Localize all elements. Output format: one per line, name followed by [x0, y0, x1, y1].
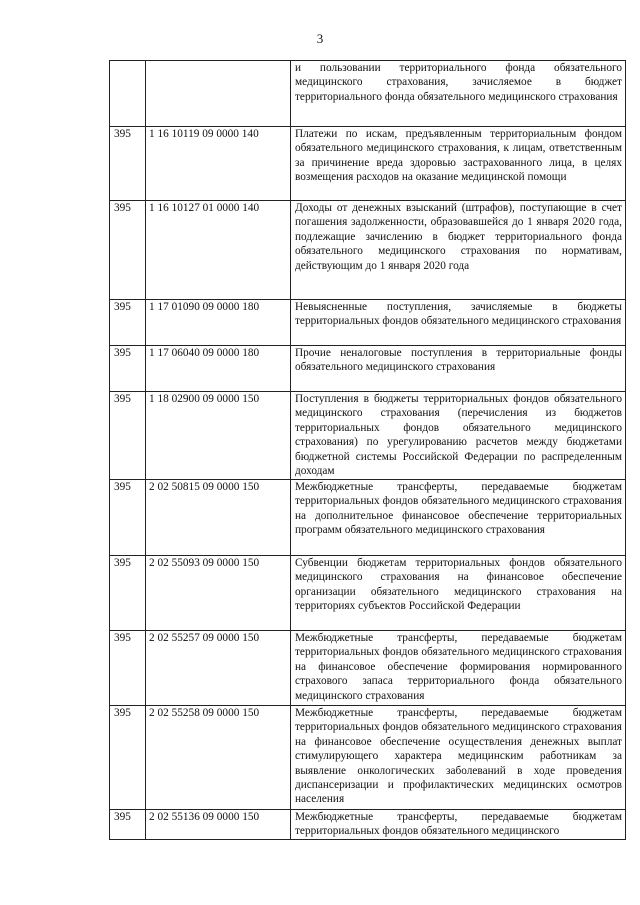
admin-code-cell: 395 [110, 201, 146, 300]
table-row [110, 810, 626, 840]
income-description-cell: Платежи по искам, предъявленным территориальным фондом обязательного медицинского страхования, к лицам, ответственным за причинение вреда здоровью застрахованного лица, в целях возмещения расходов на оказание медицинской помощи [291, 127, 626, 201]
table-row [110, 127, 626, 201]
admin-code-cell: 395 [110, 810, 146, 840]
budget-classification-code-cell: 1 16 10127 01 0000 140 [146, 201, 291, 300]
admin-code-cell: 395 [110, 556, 146, 631]
admin-code-cell: 395 [110, 300, 146, 346]
budget-classification-code-cell: 1 17 01090 09 0000 180 [146, 300, 291, 346]
income-description-cell: Невыясненные поступления, зачисляемые в бюджеты территориальных фондов обязательного медицинского страхования [291, 300, 626, 346]
page-number: 3 [316, 31, 324, 46]
table-row [110, 556, 626, 631]
table-row [110, 631, 626, 706]
admin-code-cell: 395 [110, 346, 146, 392]
table-row [110, 480, 626, 556]
income-description-cell: и пользовании территориального фонда обязательного медицинского страхования, зачисляемое в бюджет территориального фонда обязательного медицинского страхования [291, 61, 626, 127]
table-row [110, 61, 626, 127]
table-row [110, 346, 626, 392]
income-description-cell: Межбюджетные трансферты, передаваемые бюджетам территориальных фондов обязательного медицинского [291, 810, 626, 840]
admin-code-cell: 395 [110, 706, 146, 810]
budget-classification-code-cell: 1 16 10119 09 0000 140 [146, 127, 291, 201]
income-description-cell: Межбюджетные трансферты, передаваемые бюджетам территориальных фондов обязательного медицинского страхования на финансовое обеспечение формирования нормированного страхового запаса территориального фонда обязательного медицинского страхования [291, 631, 626, 706]
admin-code-cell: 395 [110, 480, 146, 556]
budget-classification-code-cell [146, 61, 291, 127]
income-description-cell: Прочие неналоговые поступления в территориальные фонды обязательного медицинского страхования [291, 346, 626, 392]
table-row [110, 706, 626, 810]
table-row [110, 201, 626, 300]
income-description-cell: Доходы от денежных взысканий (штрафов), поступающие в счет погашения задолженности, образовавшейся до 1 января 2020 года, подлежащие зачислению в бюджет территориального фонда обязательного медицинского страхования по нормативам, действующим до 1 января 2020 года [291, 201, 626, 300]
income-description-cell: Межбюджетные трансферты, передаваемые бюджетам территориальных фондов обязательного медицинского страхования на дополнительное финансовое обеспечение территориальных программ обязательного медицинского страхования [291, 480, 626, 556]
income-description-cell: Поступления в бюджеты территориальных фондов обязательного медицинского страхования (перечисления из бюджетов территориальных фондов обязательного медицинского страхования) по урегулированию расчетов между бюджетами бюджетной системы Российской Федерации по распределенным доходам [291, 392, 626, 480]
table-row [110, 392, 626, 480]
budget-classification-code-cell: 2 02 55136 09 0000 150 [146, 810, 291, 840]
admin-code-cell: 395 [110, 127, 146, 201]
table-row [110, 300, 626, 346]
admin-code-cell [110, 61, 146, 127]
admin-code-cell: 395 [110, 392, 146, 480]
budget-classification-code-cell: 1 18 02900 09 0000 150 [146, 392, 291, 480]
budget-classification-code-cell: 2 02 55258 09 0000 150 [146, 706, 291, 810]
budget-classification-code-cell: 2 02 50815 09 0000 150 [146, 480, 291, 556]
admin-code-cell: 395 [110, 631, 146, 706]
budget-classification-code-cell: 1 17 06040 09 0000 180 [146, 346, 291, 392]
income-description-cell: Субвенции бюджетам территориальных фондов обязательного медицинского страхования на финансовое обеспечение организации обязательного медицинского страхования на территориях субъектов Российской Федерации [291, 556, 626, 631]
budget-classification-code-cell: 2 02 55257 09 0000 150 [146, 631, 291, 706]
income-description-cell: Межбюджетные трансферты, передаваемые бюджетам территориальных фондов обязательного медицинского страхования на финансовое обеспечение осуществления денежных выплат стимулирующего характера медицинским работникам за выявление онкологических заболеваний в ходе проведения диспансеризации и профилактических медицинских осмотров населения [291, 706, 626, 810]
budget-classification-code-cell: 2 02 55093 09 0000 150 [146, 556, 291, 631]
revenue-codes-table [109, 60, 626, 840]
